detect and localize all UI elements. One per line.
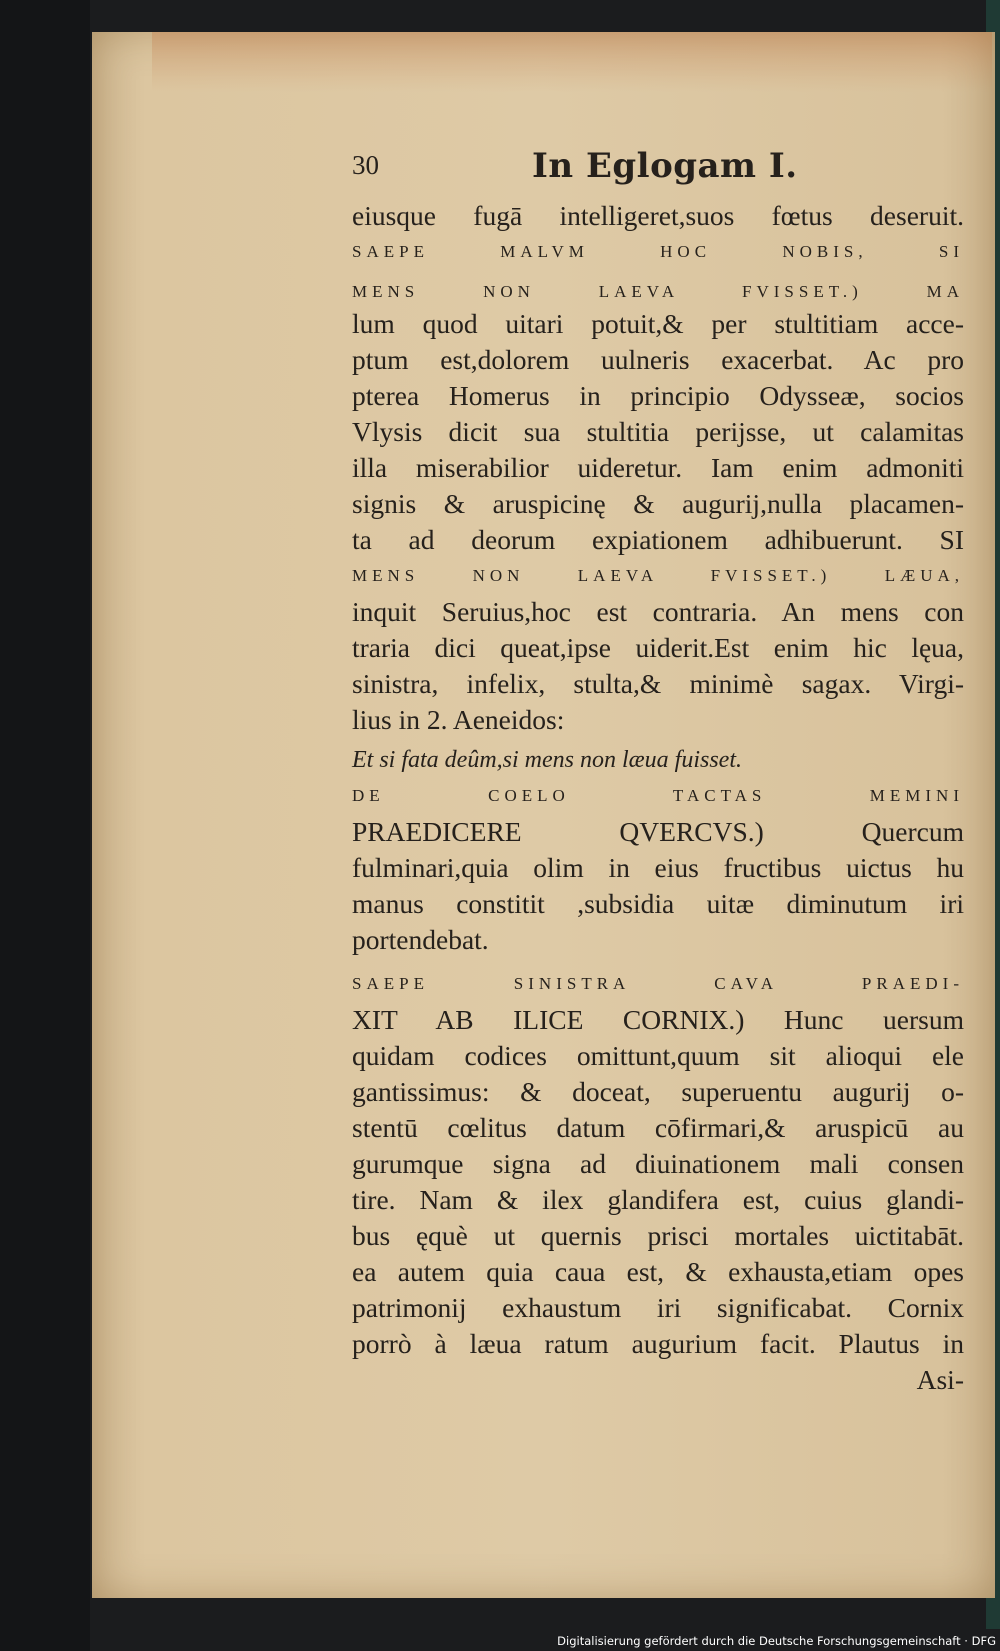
verse-quotation: Et si fata deûm,si mens non læua fuisset. [352,747,742,773]
text-line: signis & aruspicinę & augurij,nulla placamen- [352,488,964,519]
scanned-page [92,32,995,1598]
text-line: manus constitit ,subsidia uitæ diminutum iri [352,888,964,919]
text-line: ptum est,dolorem uulneris exacerbat. Ac pro [352,344,964,375]
text-line: Vlysis dicit sua stultitia perijsse, ut calamitas [352,416,964,447]
paragraph-gap [352,958,964,966]
text-line: inquit Seruius,hoc est contraria. An mens con [352,596,964,627]
text-line: ta ad deorum expiationem adhibuerunt. SI [352,524,964,555]
text-line: illa miserabilior uideretur. Iam enim admoniti [352,452,964,483]
page-header [352,146,964,198]
lemma-line: MENS NON LAEVA FVISSET.) LÆUA, [352,566,964,585]
catchword: Asi- [916,1364,964,1395]
lemma-line: SAEPE MALVM HOC NOBIS, SI [352,242,964,261]
text-line: portendebat. [352,924,489,955]
digitization-credit: Digitalisierung gefördert durch die Deutsche Forschungsgemeinschaft · DFG [557,1634,996,1648]
lemma-line: MENS NON LAEVA FVISSET.) MA [352,282,964,301]
lemma-line: SAEPE SINISTRA CAVA PRAEDI- [352,974,964,993]
text-line: PRAEDICERE QVERCVS.) Quercum [352,816,964,847]
page-stain [152,32,992,92]
text-line: stentū cœlitus datum cōfirmari,& aruspicū au [352,1112,964,1143]
text-line: eiusque fugā intelligeret,suos fœtus deseruit. [352,200,964,231]
text-line: ea autem quia caua est, & exhausta,etiam opes [352,1256,964,1287]
running-head: In Eglogam I. [532,146,798,186]
text-line: tire. Nam & ilex glandifera est, cuius glandi- [352,1184,964,1215]
text-line: fulminari,quia olim in eius fructibus uictus hu [352,852,964,883]
text-line: porrò à læua ratum augurium facit. Plautus in [352,1328,964,1359]
text-line: gantissimus: & doceat, superuentu augurij o- [352,1076,964,1107]
book-spine [0,0,90,1651]
text-line: lius in 2. Aeneidos: [352,704,565,735]
text-line: lum quod uitari potuit,& per stultitiam acce- [352,308,964,339]
footer-bar [557,1629,1000,1651]
page-number: 30 [352,150,379,180]
lemma-line: DE COELO TACTAS MEMINI [352,786,964,805]
text-line: XIT AB ILICE CORNIX.) Hunc uersum [352,1004,964,1035]
text-line: patrimonij exhaustum iri significabat. Cornix [352,1292,964,1323]
text-line: bus ęquè ut quernis prisci mortales uictitabāt. [352,1220,964,1251]
text-line: pterea Homerus in principio Odysseæ, socios [352,380,964,411]
text-block [352,146,964,1398]
text-line: traria dici queat,ipse uiderit.Est enim hic lęua, [352,632,964,663]
text-line: sinistra, infelix, stulta,& minimè sagax. Virgi- [352,668,964,699]
text-line: gurumque signa ad diuinationem mali consen [352,1148,964,1179]
text-line: quidam codices omittunt,quum sit alioqui ele [352,1040,964,1071]
text-line [352,270,964,306]
